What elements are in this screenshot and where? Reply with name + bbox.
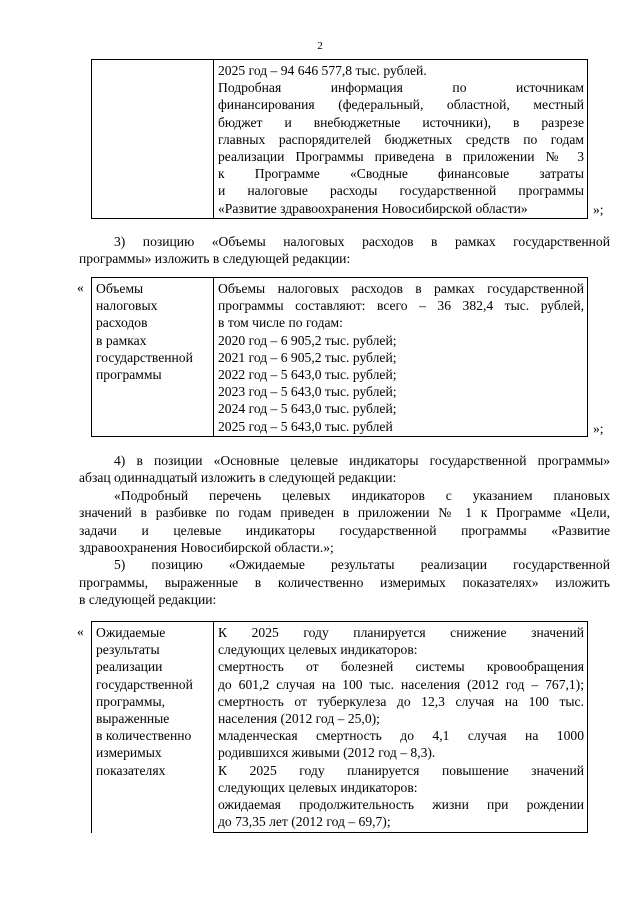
paragraph-line: абзац одиннадцатый изложить в следующей редакции: [79, 470, 397, 486]
closing-quote: »; [593, 202, 604, 217]
paragraph-line: задачи и целевые индикаторы государственной программы «Развитие [79, 522, 610, 538]
table-line: государственной [96, 349, 193, 365]
table-line: родившихся живыми (2012 год – 8,3). [218, 745, 436, 761]
table-line: бюджет и внебюджетные источники), в разрезе [218, 114, 584, 130]
table-line: государственной [96, 676, 193, 692]
paragraph-line: в следующей редакции: [79, 592, 217, 608]
table-line: К 2025 году планируется повышение значений [218, 762, 584, 778]
table-left-cell [92, 622, 214, 833]
table-right-cell [214, 622, 588, 833]
page-number: 2 [317, 40, 323, 52]
table-line: в том числе по годам: [218, 315, 343, 331]
table-line: в рамках [96, 332, 147, 348]
closing-quote: »; [593, 421, 604, 436]
table-financing-continued [91, 59, 588, 219]
table-line: главных распорядителей бюджетных средств по годам [218, 131, 584, 147]
table-line: Объемы [96, 281, 144, 296]
table-expected-results [91, 621, 588, 833]
table-line: до 601,2 случая на 100 тыс. населения (2012 год – 767,1); [218, 676, 584, 692]
paragraph-line: здравоохранения Новосибирской области.»; [79, 539, 334, 555]
table-line: 2025 год – 94 646 577,8 тыс. рублей. [218, 63, 427, 78]
table-line: ожидаемая продолжительность жизни при рождении [218, 796, 584, 812]
table-line: расходов [96, 315, 148, 331]
table-line: населения (2012 год – 25,0); [218, 710, 380, 726]
table-line: и налоговые расходы государственной программы [218, 183, 584, 199]
table-line: программы [96, 366, 162, 382]
table-line: младенческая смертность до 4,1 случая на 1000 [218, 728, 584, 744]
table-left-cell-empty [92, 60, 214, 219]
table-line: выраженные [96, 710, 170, 726]
table-line: измеримых [96, 745, 162, 761]
table-line: следующих целевых индикаторов: [218, 779, 418, 795]
table-line: реализации Программы приведена в приложении № 3 [218, 148, 584, 164]
table-line: финансирования (федеральный, областной, местный [218, 97, 584, 113]
paragraph-line: 4) в позиции «Основные целевые индикаторы государственной программы» [114, 453, 610, 468]
paragraph-line: значений в разбивке по годам приведен в приложении № 1 к Программе «Цели, [79, 505, 610, 521]
table-line: 2021 год – 6 905,2 тыс. рублей; [218, 349, 397, 365]
paragraph-line: 3) позицию «Объемы налоговых расходов в рамках государственной [114, 234, 610, 249]
paragraph-4-5 [79, 452, 610, 609]
table-line: 2023 год – 5 643,0 тыс. рублей; [218, 384, 397, 400]
table-line: «Развитие здравоохранения Новосибирской области» [218, 200, 528, 216]
table-line: Объемы налоговых расходов в рамках государственной [218, 281, 584, 296]
table-line: следующих целевых индикаторов: [218, 642, 418, 658]
paragraph-line: программы, выраженные в количественно измеримых показателях» изложить [79, 574, 610, 590]
paragraph-line: «Подробный перечень целевых индикаторов с указанием плановых [114, 487, 610, 503]
opening-quote: « [77, 624, 84, 639]
table-line: к Программе «Сводные финансовые затраты [218, 166, 584, 182]
opening-quote: « [77, 280, 84, 295]
table-line: налоговых [96, 298, 158, 314]
table-line: 2022 год – 5 643,0 тыс. рублей; [218, 366, 397, 382]
table-right-cell [214, 60, 588, 219]
table-line: смертность от болезней системы кровообращения [218, 659, 584, 675]
table-line: 2024 год – 5 643,0 тыс. рублей; [218, 401, 397, 417]
table-line: программы составляют: всего – 36 382,4 тыс. рублей, [218, 298, 584, 314]
table-line: 2020 год – 6 905,2 тыс. рублей; [218, 332, 397, 348]
table-line: в количественно [96, 728, 192, 744]
paragraph-line: 5) позицию «Ожидаемые результаты реализации государственной [114, 557, 610, 573]
table-line: до 73,35 лет (2012 год – 69,7); [218, 814, 391, 830]
table-line: К 2025 году планируется снижение значений [218, 625, 584, 640]
table-line: реализации [96, 659, 163, 675]
table-line: показателях [96, 762, 166, 778]
table-line: Подробная информация по источникам [218, 80, 584, 96]
paragraph-line: программы» изложить в следующей редакции: [79, 251, 351, 267]
table-left-cell [92, 278, 214, 437]
table-right-cell [214, 278, 588, 437]
table-line: Ожидаемые [96, 625, 166, 640]
table-line: программы, [96, 693, 166, 709]
table-line: смертность от туберкулеза до 12,3 случая на 100 тыс. [218, 693, 584, 709]
table-line: результаты [96, 642, 160, 658]
paragraph-3 [79, 233, 610, 268]
table-line: 2025 год – 5 643,0 тыс. рублей [218, 418, 393, 434]
table-tax-expenses [91, 277, 588, 437]
